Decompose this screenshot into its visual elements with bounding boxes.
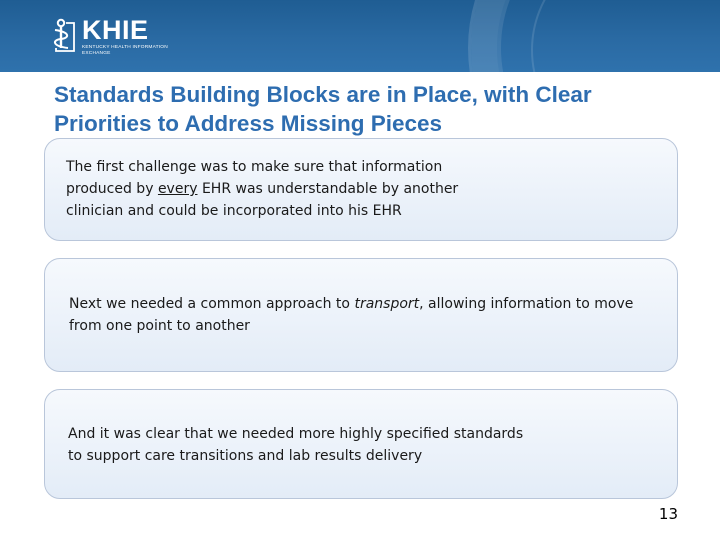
khie-logo (52, 16, 172, 58)
header-banner (0, 0, 720, 72)
underlined-word: every (157, 181, 198, 197)
text-segment: Next we needed a common approach to (69, 296, 355, 312)
logo-wordmark: KHIE (82, 15, 149, 45)
italic-word: transport (354, 296, 420, 312)
seal-inner-ring (531, 0, 720, 72)
text-segment: , allowing information to move from one point to another (69, 296, 634, 334)
commonwealth-seal-watermark (468, 0, 720, 72)
text-segment: EHR was understandable by another clinician and could be incorporated into his EHR (66, 181, 459, 219)
content-box-2-text (69, 293, 649, 337)
slide-title: Standards Building Blocks are in Place, with Clear Priorities to Address Missing Pieces (54, 82, 592, 136)
content-box-3-text: And it was clear that we needed more highly specified standards to support care transitions and lab results delivery (68, 426, 524, 464)
content-box-3 (44, 389, 678, 499)
text-segment: The first challenge was to make sure that information produced by (66, 159, 443, 197)
page-number: 13 (658, 505, 678, 523)
content-box-1 (44, 138, 678, 241)
content-box-2 (44, 258, 678, 372)
content-box-1-text (66, 156, 506, 222)
caduceus-logo-icon (52, 18, 78, 54)
logo-subtitle: KENTUCKY HEALTH INFORMATION EXCHANGE (82, 45, 168, 56)
